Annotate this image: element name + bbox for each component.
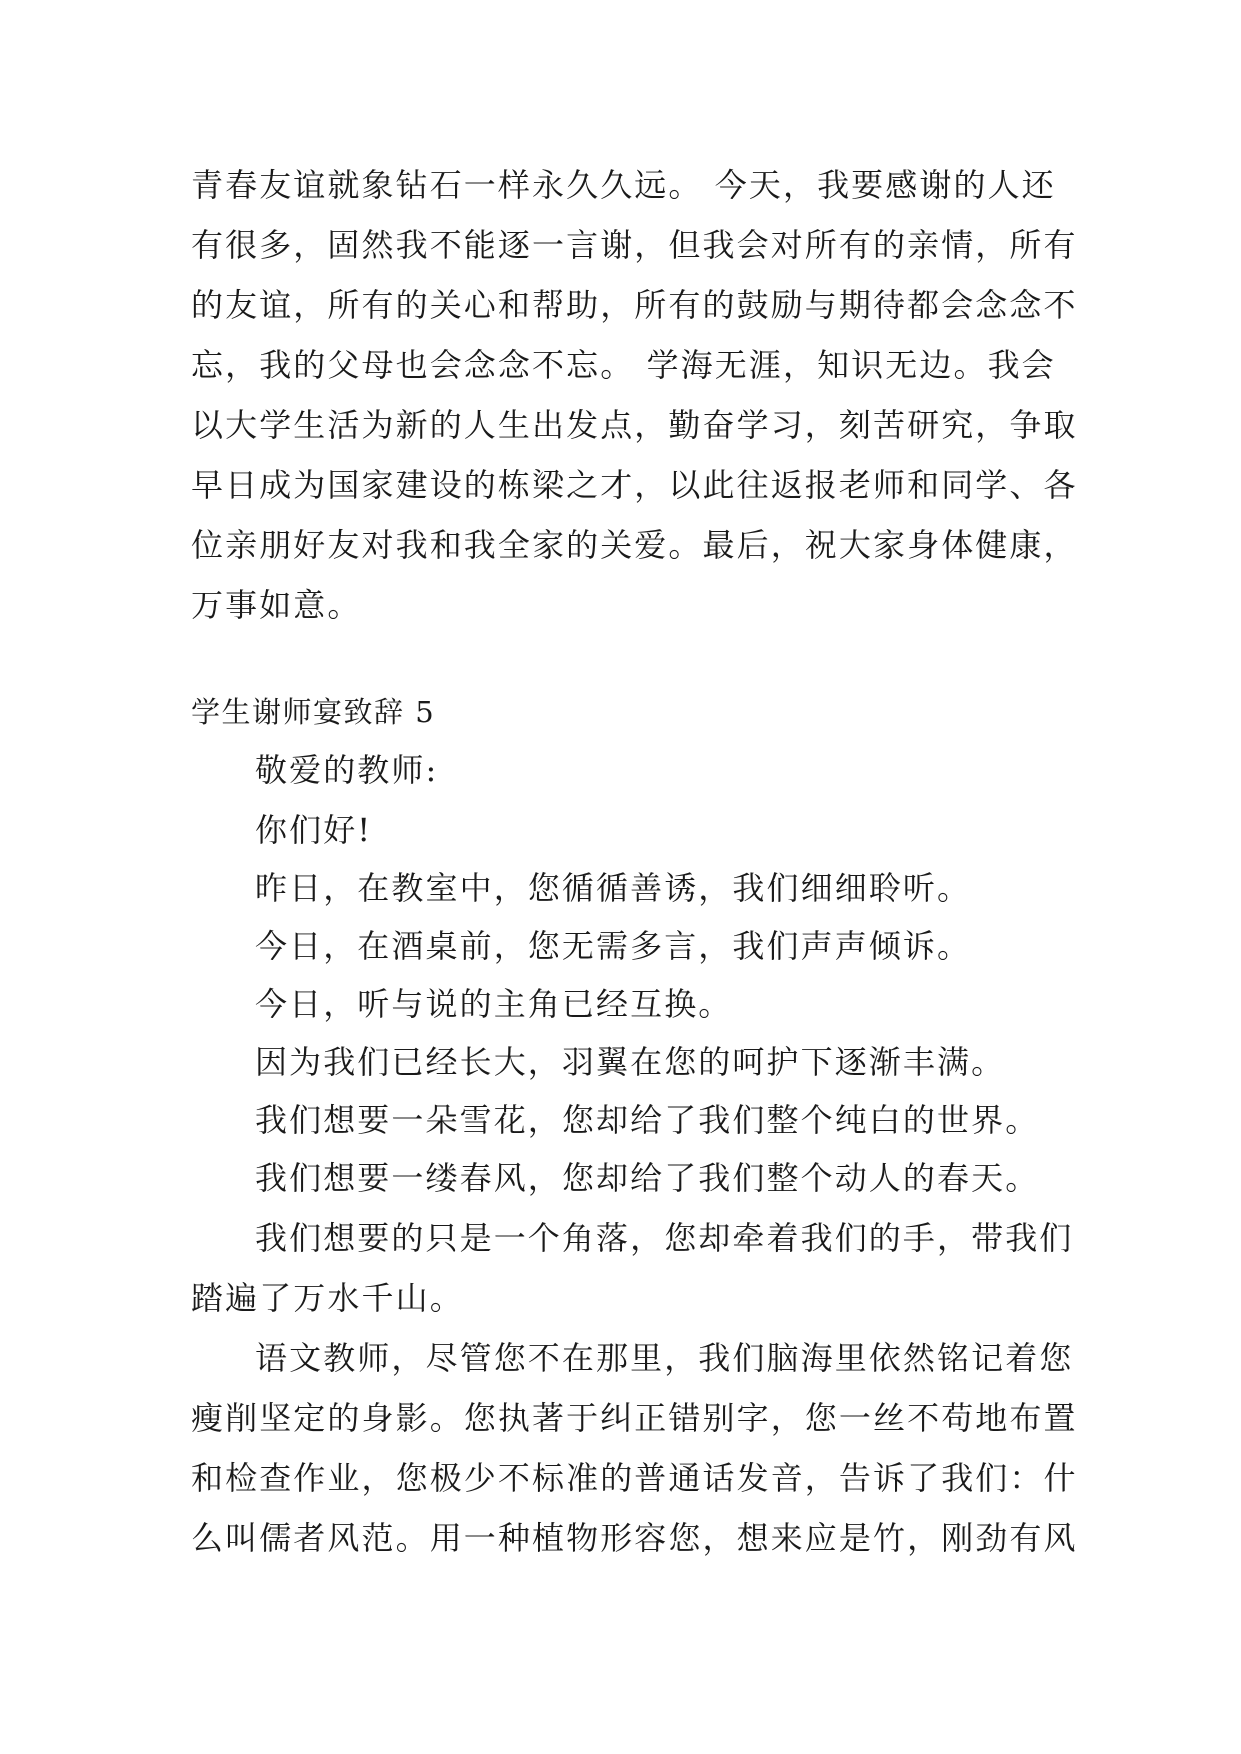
paragraph-line: 我们想要一朵雪花，您却给了我们整个纯白的世界。 — [255, 1101, 1040, 1139]
paragraph-line: 因为我们已经长大，羽翼在您的呵护下逐渐丰满。 — [255, 1043, 1006, 1081]
paragraph-line: 和检查作业，您极少不标准的普通话发音，告诉了我们：什 — [191, 1459, 1078, 1497]
paragraph-line: 早日成为国家建设的栋梁之才，以此往返报老师和同学、各 — [191, 466, 1078, 504]
paragraph-line: 有很多，固然我不能逐一言谢，但我会对所有的亲情，所有 — [191, 226, 1078, 264]
paragraph-line: 我们想要的只是一个角落，您却牵着我们的手，带我们 — [255, 1219, 1074, 1257]
paragraph-line: 以大学生活为新的人生出发点，勤奋学习，刻苦研究，争取 — [191, 406, 1078, 444]
paragraph-line: 今日，听与说的主角已经互换。 — [255, 985, 733, 1023]
greeting: 你们好! — [255, 811, 373, 849]
paragraph-line: 瘦削坚定的身影。您执著于纠正错别字，您一丝不苟地布置 — [191, 1399, 1078, 1437]
paragraph-line: 昨日，在教室中，您循循善诱，我们细细聆听。 — [255, 869, 972, 907]
paragraph-line: 位亲朋好友对我和我全家的关爱。最后，祝大家身体健康， — [191, 526, 1078, 564]
paragraph-line: 忘，我的父母也会念念不忘。 学海无涯，知识无边。我会 — [191, 346, 1056, 384]
paragraph-line: 万事如意。 — [191, 586, 362, 624]
paragraph-line: 语文教师，尽管您不在那里，我们脑海里依然铭记着您 — [255, 1339, 1074, 1377]
paragraph-line: 的友谊，所有的关心和帮助，所有的鼓励与期待都会念念不 — [191, 286, 1078, 324]
section-title: 学生谢师宴致辞 5 — [191, 695, 436, 729]
salutation: 敬爱的教师: — [255, 751, 439, 789]
paragraph-line: 踏遍了万水千山。 — [191, 1279, 464, 1317]
paragraph-line: 我们想要一缕春风，您却给了我们整个动人的春天。 — [255, 1159, 1040, 1197]
paragraph-line: 今日，在酒桌前，您无需多言，我们声声倾诉。 — [255, 927, 972, 965]
paragraph-line: 青春友谊就象钻石一样永久久远。 今天，我要感谢的人还 — [191, 166, 1056, 204]
paragraph-line: 么叫儒者风范。用一种植物形容您，想来应是竹，刚劲有风 — [191, 1519, 1078, 1557]
